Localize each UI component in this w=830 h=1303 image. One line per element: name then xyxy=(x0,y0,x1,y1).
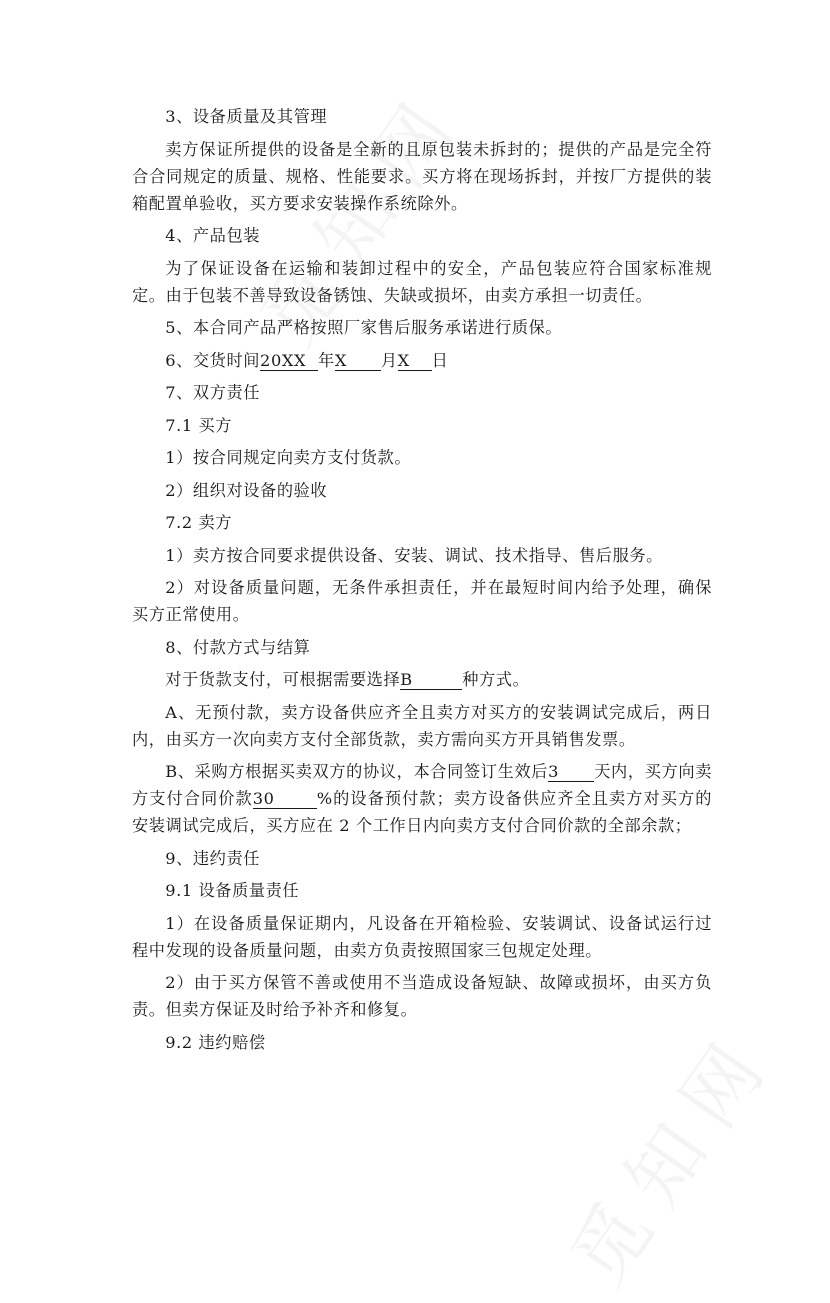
delivery-year-field: 20XX xyxy=(260,351,318,371)
section-heading: 4、产品包装 xyxy=(165,226,261,245)
paragraph: 卖方保证所提供的设备是全新的且原包装未拆封的；提供的产品是完全符合合同规定的质量、规格、性能要求。买方将在现场拆封，并按厂方提供的装箱配置单验收，买方要求安装操作系统除外。 xyxy=(132,139,712,213)
delivery-time-line xyxy=(132,347,712,374)
delivery-month-field: X xyxy=(335,351,381,371)
subsection-heading: 7.1 买方 xyxy=(165,415,233,435)
payment-choice-label: 对于货款支付，可根据需要选择 xyxy=(165,670,401,689)
option-b-text-3: %的设备预付款；卖方设备供应齐全且卖方对买方的安装调试完成后，买方应在 2 个工作日内向卖方支付合同价款的全部余款； xyxy=(132,789,713,835)
paragraph: 为了保证设备在运输和装卸过程中的安全，产品包装应符合国家标准规定。由于包装不善导致设备锈蚀、失缺或损坏，由卖方承担一切责任。 xyxy=(132,258,712,305)
payment-option-a: A、无预付款，卖方设备供应齐全且卖方对买方的安装调试完成后，两日内，由买方一次向卖方支付全部货款，卖方需向买方开具销售发票。 xyxy=(132,702,712,749)
section-heading: 7、双方责任 xyxy=(165,383,261,402)
payment-choice-field: B xyxy=(400,670,462,690)
list-item: 2）由于买方保管不善或使用不当造成设备短缺、故障或损坏，由买方负责。但卖方保证及时给予补齐和修复。 xyxy=(132,973,712,1019)
contract-body xyxy=(132,103,712,1061)
section-heading: 3、设备质量及其管理 xyxy=(165,107,328,126)
list-item: 1）按合同规定向卖方支付货款。 xyxy=(165,448,412,467)
section-heading: 9、违约责任 xyxy=(165,848,261,868)
subsection-heading: 9.1 设备质量责任 xyxy=(165,881,300,900)
list-item: 2）组织对设备的验收 xyxy=(165,480,328,500)
section-heading: 8、付款方式与结算 xyxy=(165,637,311,657)
payment-choice-suffix: 种方式。 xyxy=(462,670,530,689)
day-unit: 日 xyxy=(431,350,449,370)
option-b-text-2: 天内，买方向卖方支付合同价款 xyxy=(132,762,712,808)
delivery-day-field: X xyxy=(398,351,432,371)
subsection-heading: 9.2 违约赔偿 xyxy=(165,1032,266,1052)
subsection-heading: 7.2 卖方 xyxy=(165,513,233,532)
delivery-time-label: 6、交货时间 xyxy=(165,350,261,370)
payment-option-b xyxy=(132,758,712,839)
section-heading: 5、本合同产品严格按照厂家售后服务承诺进行质保。 xyxy=(165,318,563,337)
option-b-text-1: B、采购方根据买卖双方的协议，本合同签订生效后 xyxy=(165,762,549,781)
advance-days-field: 3 xyxy=(548,762,594,782)
month-unit: 月 xyxy=(380,350,398,370)
list-item: 1）在设备质量保证期内，凡设备在开箱检验、安装调试、设备试运行过程中发现的设备质量问题，由卖方负责按照国家三包规定处理。 xyxy=(132,913,712,960)
payment-choice-line xyxy=(132,666,712,693)
advance-percent-field: 30 xyxy=(253,789,317,809)
list-item: 1）卖方按合同要求提供设备、安装、调试、技术指导、售后服务。 xyxy=(165,545,663,565)
list-item: 2）对设备质量问题，无条件承担责任，并在最短时间内给予处理，确保买方正常使用。 xyxy=(132,578,712,624)
year-unit: 年 xyxy=(318,350,335,370)
